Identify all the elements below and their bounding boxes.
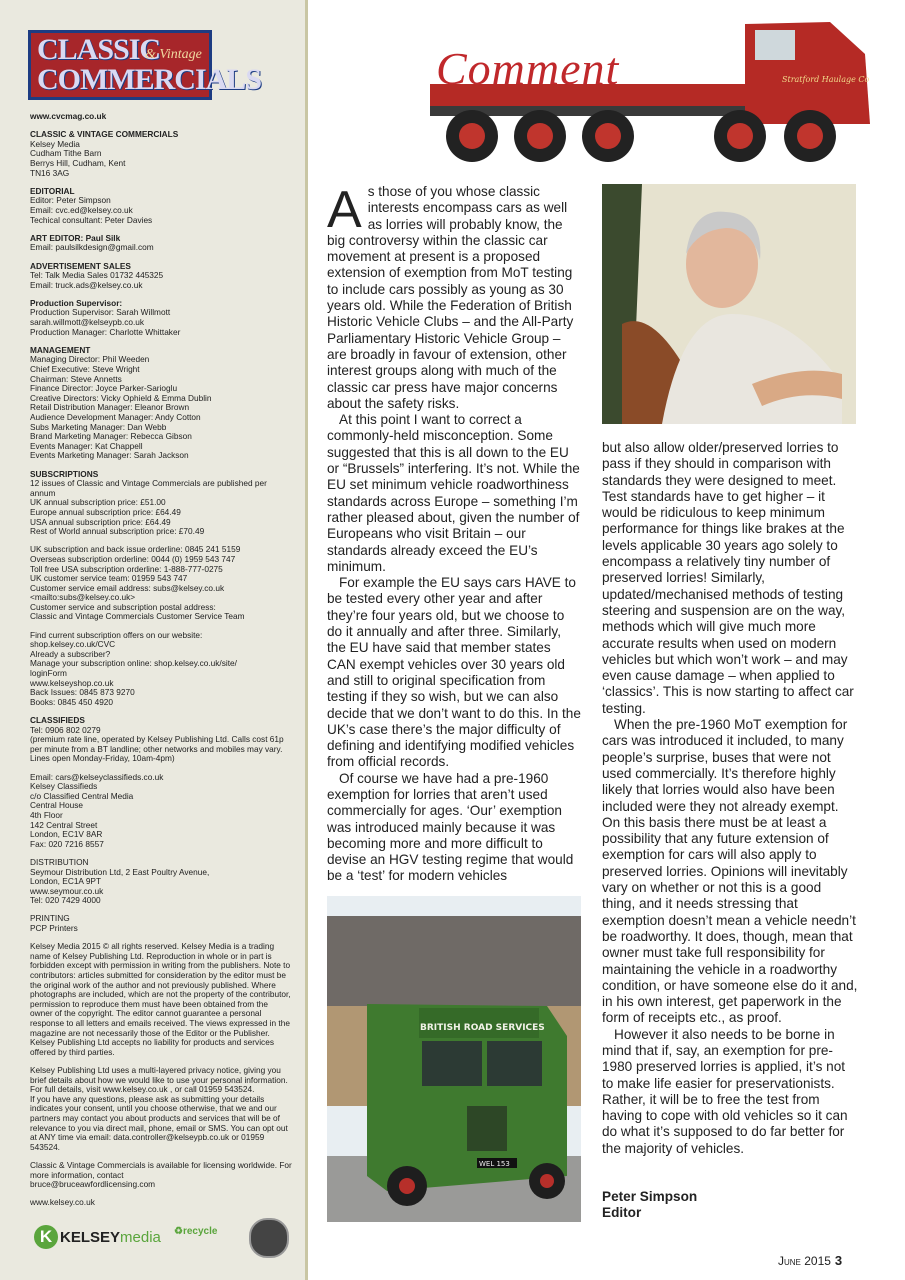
- masthead-line: Events Marketing Manager: Sarah Jackson: [30, 450, 189, 461]
- masthead-line: Email: truck.ads@kelsey.co.uk: [30, 279, 143, 290]
- article-paragraph: For example the EU says cars HAVE to be tested every other year and after they’re four years old, but we choose to do it annually and after three. Similarly, the EU have said that member states CAN exempt vehicles over 30 years old and still to original specification from testing if they so wish, but we can also decide that we don’t want to do this. In the UK’s case there’s the major difficulty of defining and identifying modified vehicles from official records.: [327, 575, 581, 770]
- masthead-line: Subs Marketing Manager: Dan Webb: [30, 421, 167, 432]
- masthead-line: PRINTING: [30, 913, 70, 924]
- masthead-line: Email: cars@kelseyclassifieds.co.uk: [30, 771, 164, 782]
- masthead-line: c/o Classified Central Media: [30, 790, 134, 801]
- masthead-line: bruce@bruceawfordlicensing.com: [30, 1179, 156, 1190]
- masthead-heading: CLASSIFIEDS: [30, 715, 85, 725]
- masthead-block: [30, 234, 292, 253]
- masthead-line: Editor: Peter Simpson: [30, 195, 111, 206]
- masthead-line: UK annual subscription price: £51.00: [30, 497, 166, 508]
- masthead-line: London, EC1V 8AR: [30, 829, 103, 840]
- masthead-line: Tel: 020 7429 4000: [30, 895, 101, 906]
- editor-photo: [602, 184, 856, 424]
- masthead-line: Already a subscriber?: [30, 648, 111, 659]
- masthead-line: Production Manager: Charlotte Whittaker: [30, 326, 181, 337]
- masthead-block: [30, 299, 292, 337]
- recycle-logo: [174, 1226, 217, 1237]
- masthead-line: Kelsey Media 2015 © all rights reserved. Kelsey Media is a trading name of Kelsey Publishing Ltd. Reproduction in whole or in part is forbidden except with permission in writing from the publishers. Note to contributors: articles submitted for consideration by the editor must be the original work of the author and not previously published. Where photographs are included, which are not the property of the contributor, permission to reproduce them must have been obtained from the owner of the copyright. The editor cannot guarantee a personal response to all letters and emails received. The views expressed in the magazine are not necessarily those of the Editor or the Publisher. Kelsey Publishing Ltd accepts no liability for products and services offered by third parties.: [30, 941, 293, 1057]
- masthead-line: DISTRIBUTION: [30, 856, 89, 867]
- masthead-line: Cudham Tithe Barn: [30, 148, 102, 159]
- masthead-line: TN16 3AG: [30, 167, 70, 178]
- masthead-line: sarah.willmott@kelseypb.co.uk: [30, 317, 145, 328]
- masthead-line: www.seymour.co.uk: [30, 885, 104, 896]
- article-column-2: [602, 440, 858, 1157]
- masthead-line: (premium rate line, operated by Kelsey Publishing Ltd. Calls cost 61p per minute from a BT landline; other networks and mobiles may vary. Lines open Monday-Friday, 10am-4pm): [30, 734, 286, 764]
- masthead-heading: Production Supervisor:: [30, 297, 123, 308]
- masthead-line: Tel: Talk Media Sales 01732 445325: [30, 270, 164, 281]
- article-paragraph: but also allow older/preserved lorries to pass if they should in comparison with standards they were designed to meet. Test standards have to get higher – it would be ridiculous to keep minimum performance for things like brakes at the levels applicable 30 years ago solely to encompass a relatively tiny number of preserved lorries! Similarly, updated/mechanised methods of testing steering and suspension are on the way, methods which will give much more accurate results when used on modern vehicles but which won’t work – and may even cause damage – when applied to ‘classics’. This is now starting to affect car testing.: [602, 440, 854, 716]
- masthead-line: www.kelsey.co.uk: [30, 1197, 95, 1208]
- masthead-block: [30, 858, 292, 906]
- masthead-line: Events Manager: Kat Chappell: [30, 440, 143, 451]
- masthead-block: [30, 914, 292, 933]
- signature: [602, 1189, 858, 1222]
- page-title: Comment: [436, 43, 620, 94]
- masthead-heading: MANAGEMENT: [30, 344, 91, 355]
- masthead-block: [30, 1198, 292, 1208]
- drop-cap: A: [327, 181, 362, 239]
- masthead-line: Email: paulsilkdesign@gmail.com: [30, 242, 154, 253]
- masthead-heading: SUBSCRIPTIONS: [30, 468, 99, 479]
- kelsey-k-icon: K: [34, 1225, 58, 1249]
- lorry-signage: Stratford Haulage Co: [782, 75, 870, 84]
- lorry-window: [755, 30, 795, 60]
- masthead-heading: EDITORIAL: [30, 185, 75, 196]
- masthead-block: [30, 631, 292, 708]
- article-paragraph: Of course we have had a pre-1960 exemption for lorries that aren’t used commercially for ages. ‘Our’ exemption was introduced mainly because it was becoming more and more difficult to devise an HGV testing regime that would be a ‘test’ for modern vehicles: [327, 770, 574, 884]
- article-paragraph: s those of you whose classic interests encompass cars as well as lorries will probably know, the big controversy within the classic car movement at present is a proposed extension of exemption from MoT testing to include cars possibly as young as 30 years old. While the Federation of British Historic Vehicle Clubs – and the All-Party Parliamentary Historic Vehicle Group – are broadly in favour of extension, other interest groups along with much of the classic car press have major concerns about the safety risks.: [327, 184, 574, 411]
- masthead-line: Managing Director: Phil Weeden: [30, 354, 150, 365]
- bus-signage: BRITISH ROAD SERVICES: [420, 1023, 545, 1033]
- masthead-line: Europe annual subscription price: £64.49: [30, 506, 181, 517]
- masthead-block: [30, 545, 292, 622]
- recycle-icon: ♻: [174, 1226, 183, 1237]
- masthead-line: Retail Distribution Manager: Eleanor Brown: [30, 402, 190, 413]
- masthead-heading: CLASSIC & VINTAGE COMMERCIALS: [30, 129, 179, 140]
- masthead-line: PCP Printers: [30, 923, 78, 934]
- lorry-hubs: [459, 123, 823, 149]
- logo-line-1: CLASSIC: [37, 33, 161, 66]
- masthead-line: Books: 0845 450 4920: [30, 696, 114, 707]
- publisher-seal-icon: [249, 1218, 289, 1258]
- masthead-line: Back Issues: 0845 873 9270: [30, 687, 135, 698]
- masthead-line: 142 Central Street: [30, 819, 98, 830]
- logo-amp: & Vintage: [145, 47, 202, 62]
- masthead-block: [30, 773, 292, 850]
- magazine-logo: [28, 30, 262, 100]
- masthead-block: [30, 470, 292, 537]
- masthead-line: If you have any questions, please ask as submitting your details indicates your consent, until you choose otherwise, that we and our partners may contact you about products and services that will be of relevance to you via direct mail, phone, email or SMS. You can opt out at ANY time via email: data.controller@kelseypb.co.uk or 01959 543524.: [30, 1093, 291, 1152]
- footer-logos: [34, 1218, 294, 1258]
- masthead-line: Audience Development Manager: Andy Cotton: [30, 412, 201, 422]
- masthead-heading: ADVERTISEMENT SALES: [30, 260, 131, 271]
- masthead-line: Production Supervisor: Sarah Willmott: [30, 307, 171, 318]
- masthead-line: Brand Marketing Manager: Rebecca Gibson: [30, 431, 192, 442]
- masthead-line: Classic & Vintage Commercials is available for licensing worldwide. For more information, contact: [30, 1159, 295, 1180]
- page-number: 3: [834, 1253, 843, 1268]
- masthead-line: <mailto:subs@kelsey.co.uk>: [30, 592, 136, 603]
- masthead-line: loginForm: [30, 668, 67, 679]
- masthead-line: UK subscription and back issue orderline: 0845 241 5159: [30, 544, 241, 555]
- masthead-line: Chief Executive: Steve Wright: [30, 364, 140, 375]
- masthead-line: Customer service and subscription postal address:: [30, 601, 216, 612]
- masthead-line: Chairman: Steve Annetts: [30, 373, 122, 384]
- masthead-block: [30, 942, 292, 1057]
- masthead-line: 12 issues of Classic and Vintage Commercials are published per annum: [30, 478, 270, 498]
- lorry-photo: [410, 14, 880, 176]
- masthead-line: USA annual subscription price: £64.49: [30, 516, 171, 527]
- masthead-line: shop.kelsey.co.uk/CVC: [30, 639, 116, 650]
- bus-plate: WEL 153: [479, 1160, 510, 1168]
- page-folio: [778, 1253, 842, 1268]
- masthead-sidebar: [0, 0, 308, 1280]
- masthead-line: www.kelseyshop.co.uk: [30, 677, 114, 688]
- kelsey-media-logo: [34, 1224, 161, 1250]
- masthead-block: [30, 130, 292, 178]
- masthead-line: Kelsey Publishing Ltd uses a multi-layered privacy notice, giving you brief details about how we would like to use your personal information. For full details, visit www.kelsey.co.uk , or call 01959 543524.: [30, 1064, 291, 1095]
- masthead-line: Overseas subscription orderline: 0044 (0) 1959 543 747: [30, 553, 236, 564]
- masthead-line: Berrys Hill, Cudham, Kent: [30, 157, 126, 168]
- masthead-line: Email: cvc.ed@kelsey.co.uk: [30, 204, 133, 215]
- masthead-line: UK customer service team: 01959 543 747: [30, 573, 188, 584]
- issue-date: June 2015: [778, 1254, 831, 1268]
- logo-line-2: COMMERCIALS: [37, 63, 262, 96]
- masthead-line: Customer service email address: subs@kelsey.co.uk: [30, 582, 225, 593]
- masthead-line: Tel: 0906 802 0279: [30, 724, 101, 735]
- masthead-line: Kelsey Media: [30, 138, 80, 149]
- masthead-block: [30, 346, 292, 461]
- masthead-line: Manage your subscription online: shop.kelsey.co.uk/site/: [30, 658, 237, 669]
- signature-role: Editor: [602, 1205, 642, 1221]
- bus-photo: [327, 896, 581, 1222]
- masthead-website: www.cvcmag.co.uk: [30, 111, 107, 121]
- masthead-line: Find current subscription offers on our website:: [30, 629, 203, 640]
- masthead-line: Seymour Distribution Ltd, 2 East Poultry Avenue,: [30, 866, 210, 877]
- article-paragraph: At this point I want to correct a commonly-held misconception. Some suggested that this is all down to the EU or “Brussels” interfering. It’s not. While the EU set minimum vehicle roadworthiness standards across Europe – something I’m rather pleased about, given the number of Europeans who visit Britain – our standards already exceed the EU’s minimum.: [327, 412, 580, 574]
- masthead-line: 4th Floor: [30, 809, 63, 820]
- masthead-line: Classic and Vintage Commercials Customer Service Team: [30, 611, 245, 622]
- article-paragraph: However it also needs to be borne in mind that if, say, an exemption for pre-1980 preserved lorries is applied, it’s not to make life easier for preservationists. Rather, it will be to free the test from having to cope with old vehicles so it can do what it’s supposed to do far better for the majority of vehicles.: [602, 1026, 848, 1156]
- masthead-line: London, EC1A 9PT: [30, 876, 102, 887]
- masthead-block: [30, 1159, 295, 1190]
- masthead-block: [30, 187, 292, 225]
- masthead-line: Central House: [30, 800, 84, 811]
- masthead-heading: ART EDITOR: Paul Silk: [30, 232, 121, 243]
- masthead-line: Rest of World annual subscription price: £70.49: [30, 526, 205, 537]
- masthead-block: [30, 716, 292, 764]
- article-column-1: [327, 181, 583, 885]
- kelsey-logo-light: media: [120, 1228, 161, 1246]
- masthead-block: [30, 1066, 292, 1152]
- signature-name: Peter Simpson: [602, 1189, 698, 1204]
- masthead-line: Fax: 020 7216 8557: [30, 838, 104, 849]
- article-paragraph: When the pre-1960 MoT exemption for cars was introduced it included, to many people’s surprise, buses that were not used commercially. It’s therefore highly likely that lorries would also have been included were they not already exempt. On this basis there must be at least a possibility that any future extension of exemption for cars will also apply to preserved lorries. Opinions will inevitably vary on whether or not this is a good thing, and it needs stressing that exemption doesn’t mean a vehicle needn’t be roadworthy. It does, though, mean that owner must take full responsibility for maintaining the vehicle in a roadworthy condition, or have someone else do it and, in his own interest, get paperwork in the form of receipts etc., as proof.: [602, 717, 858, 1026]
- masthead-line: Finance Director: Joyce Parker-Sarioglu: [30, 383, 178, 394]
- masthead-line: Techical consultant: Peter Davies: [30, 214, 153, 225]
- recycle-label: recycle: [182, 1226, 218, 1237]
- masthead-text: [30, 111, 295, 1216]
- kelsey-logo-bold: KELSEY: [60, 1228, 121, 1246]
- masthead-block: [30, 262, 292, 291]
- masthead-line: Creative Directors: Vicky Ophield & Emma Dublin: [30, 392, 212, 403]
- masthead-line: Kelsey Classifieds: [30, 781, 98, 792]
- masthead-line: Toll free USA subscription orderline: 1-888-777-0275: [30, 563, 223, 574]
